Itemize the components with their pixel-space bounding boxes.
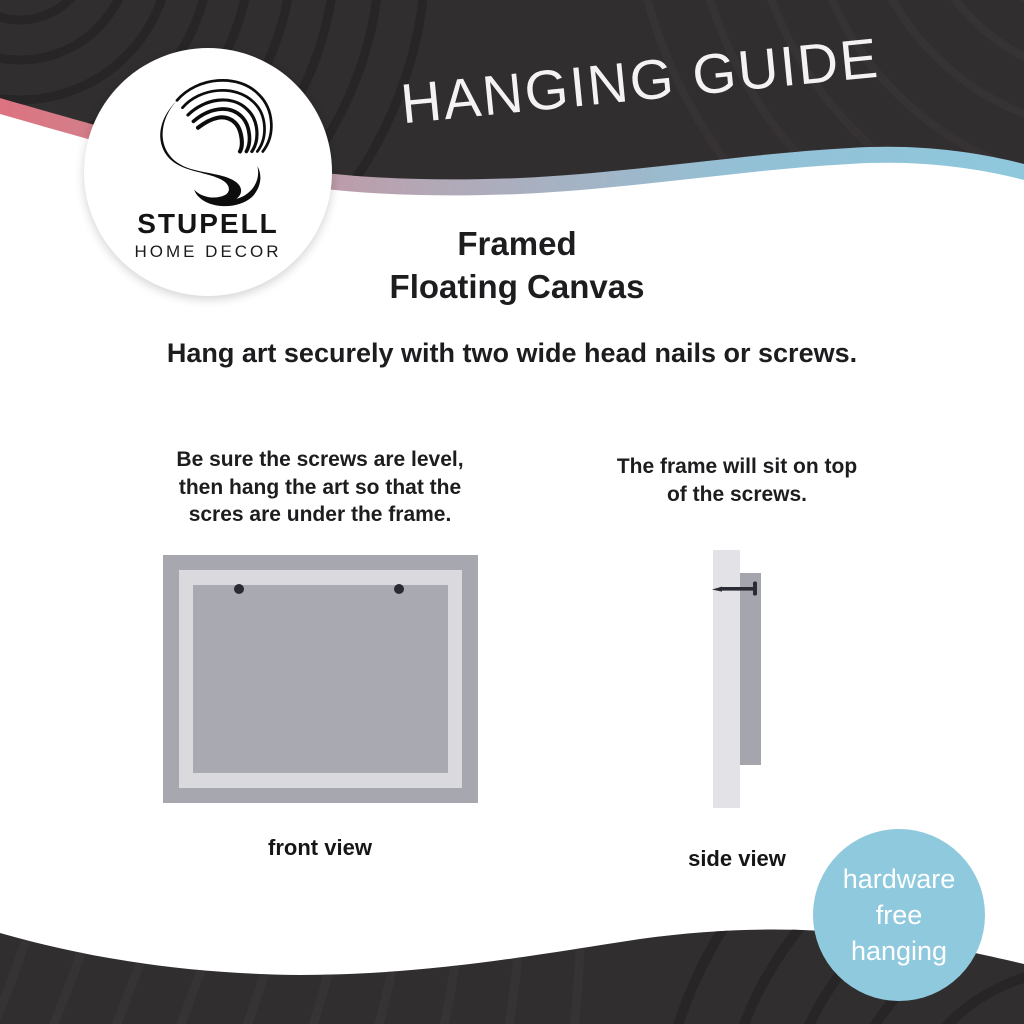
front-instruction-line1: Be sure the screws are level, xyxy=(176,448,464,471)
main-instruction: Hang art securely with two wide head nails or screws. xyxy=(166,338,858,368)
canvas-area xyxy=(193,585,448,773)
side-view-caption: side view xyxy=(688,846,786,871)
side-instruction-line1: The frame will sit on top xyxy=(616,455,858,478)
side-canvas-bar xyxy=(740,573,761,765)
product-title-line1: Framed xyxy=(457,225,577,262)
page-title: HANGING GUIDE xyxy=(397,25,883,136)
brand-tagline: HOME DECOR xyxy=(134,242,282,261)
product-title xyxy=(262,222,772,308)
front-view-diagram xyxy=(163,555,478,803)
front-instruction-line3: scres are under the frame. xyxy=(188,503,452,526)
side-view-diagram xyxy=(705,550,775,810)
front-view-instruction xyxy=(145,446,495,529)
side-instruction-line2: of the screws. xyxy=(666,482,808,506)
front-instruction-line2: then hang the art so that the xyxy=(178,475,462,499)
frame-mat xyxy=(179,570,462,788)
side-view-instruction xyxy=(587,453,887,508)
screw-dot-right xyxy=(394,584,404,594)
brand-name: STUPELL xyxy=(137,208,279,239)
badge-line3: hanging xyxy=(850,936,948,966)
product-title-line2: Floating Canvas xyxy=(389,268,645,305)
screw-dot-left xyxy=(234,584,244,594)
badge-line1: hardware xyxy=(842,864,956,894)
hardware-free-badge xyxy=(813,829,985,1001)
nail-icon xyxy=(710,578,762,600)
front-view-caption: front view xyxy=(268,835,372,860)
badge-line2: free xyxy=(875,900,923,930)
